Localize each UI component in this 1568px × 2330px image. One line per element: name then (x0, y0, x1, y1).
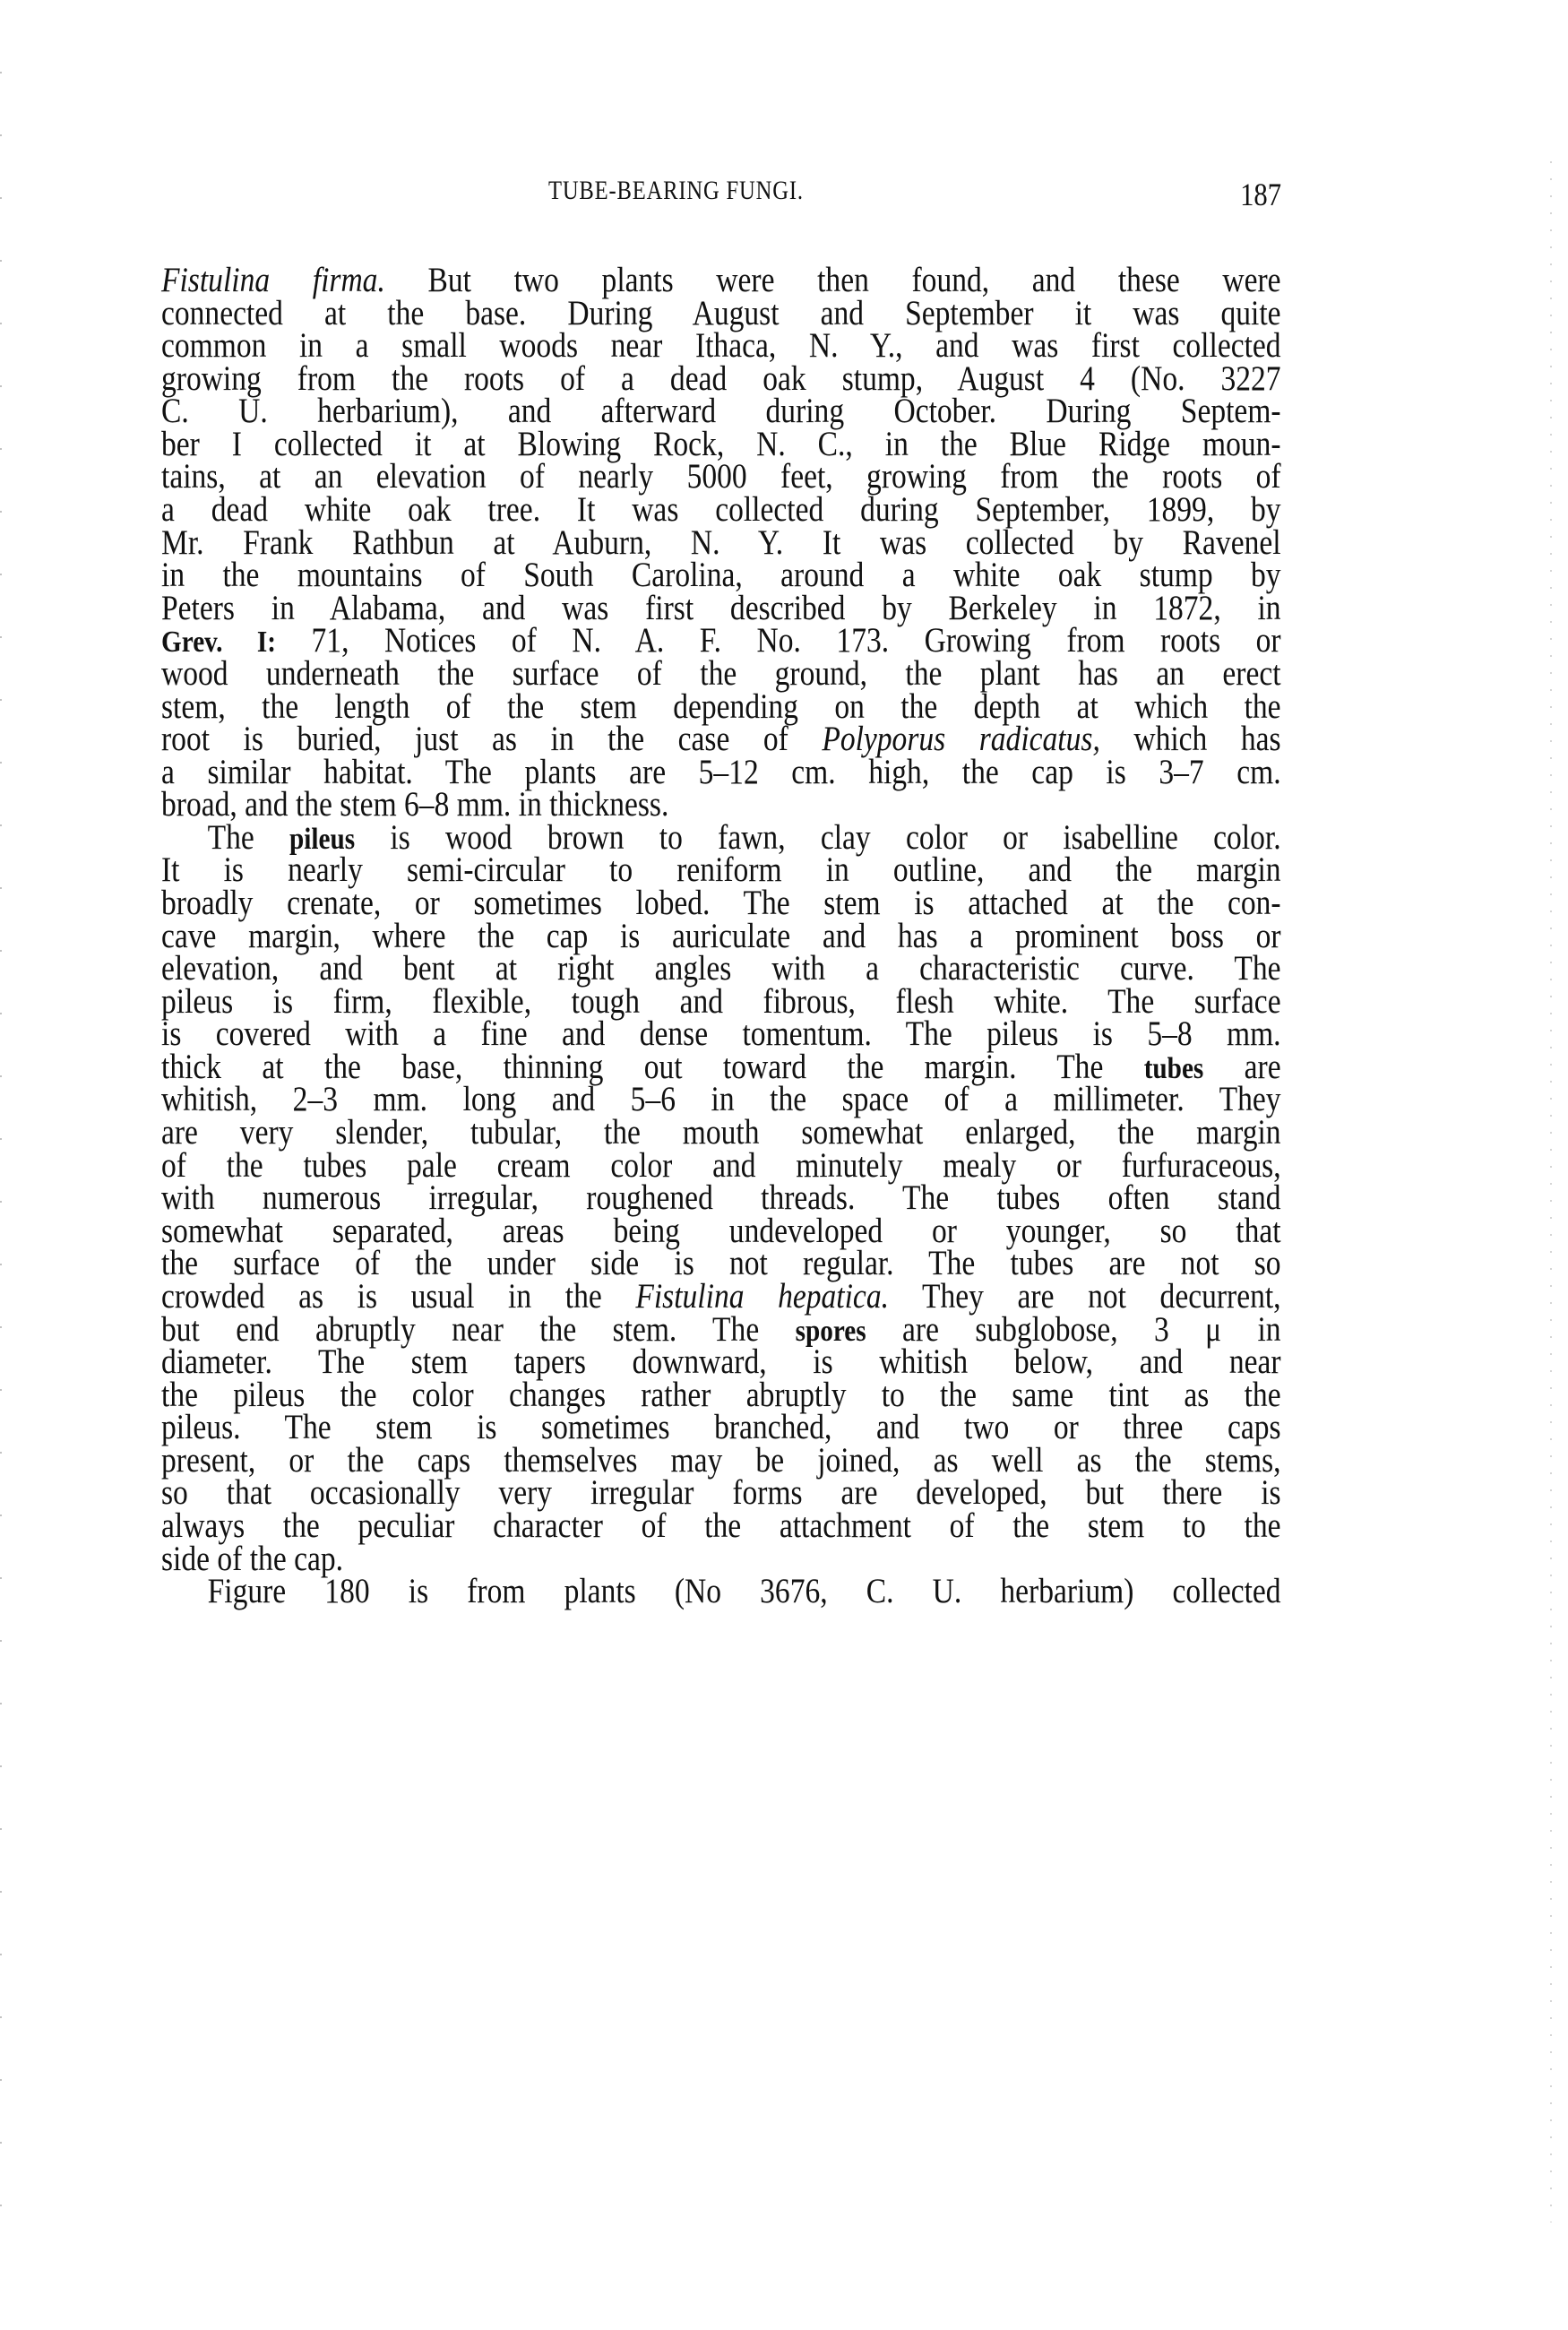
text-line (161, 1473, 1281, 1513)
text-segment: are subglobose, 3 μ in (866, 1309, 1281, 1349)
text-segment: cave margin, where the cap is auriculate and has a prominent boss or (161, 916, 1281, 955)
text-line (161, 358, 1281, 398)
text-line (161, 653, 1281, 693)
text-line (161, 1014, 1281, 1054)
text-segment: the surface of the under side is not regular. The tubes are not so (161, 1244, 1281, 1283)
text-line (161, 1047, 1281, 1086)
bold-term: spores (795, 1314, 866, 1348)
text-line (161, 1506, 1281, 1545)
text-segment: tains, at an elevation of nearly 5000 feet, growing from the roots of (161, 457, 1281, 496)
bold-term: pileus (289, 822, 356, 856)
text-line (161, 1211, 1281, 1250)
text-segment: It is nearly semi-circular to reniform in outline, and the margin (161, 850, 1281, 890)
italic-term: Fistulina hepatica. (635, 1276, 889, 1316)
text-line (161, 457, 1281, 496)
text-line (161, 621, 1281, 660)
text-segment: so that occasionally very irregular forms are developed, but there is (161, 1473, 1281, 1513)
text-segment: But two plants were then found, and these were (384, 261, 1281, 299)
text-segment: broadly crenate, or sometimes lobed. The stem is attached at the con- (161, 883, 1281, 922)
text-line (161, 522, 1281, 562)
text-line (161, 1276, 1281, 1316)
text-segment: pileus. The stem is sometimes branched, and two or three caps (161, 1408, 1281, 1447)
text-segment: root is buried, just as in the case of (161, 720, 823, 759)
text-segment: side of the cap. (161, 1539, 344, 1578)
scan-edge-right (1550, 161, 1552, 2222)
text-segment: growing from the roots of a dead oak stump, August 4 (No. 3227 (161, 358, 1281, 398)
text-segment: Figure 180 is from plants (No 3676, C. U. herbarium) collected (207, 1572, 1281, 1611)
text-line (161, 720, 1281, 759)
text-segment: Mr. Frank Rathbun at Auburn, N. Y. It was collected by Ravenel (161, 522, 1281, 562)
text-segment: somewhat separated, areas being undeveloped or younger, so that (161, 1211, 1281, 1250)
text-line (161, 1113, 1281, 1152)
text-line (161, 1539, 1281, 1578)
text-line (161, 752, 1281, 791)
text-segment: of the tubes pale cream color and minutely mealy or furfuraceous, (161, 1145, 1281, 1185)
text-segment: 71, Notices of N. A. F. No. 173. Growing from roots or (276, 621, 1281, 660)
page-number: 187 (1240, 177, 1281, 212)
text-line (161, 817, 1281, 857)
text-line (161, 326, 1281, 366)
text-line (161, 785, 1281, 824)
text-segment: C. U. herbarium), and afterward during October. During Septem- (161, 392, 1281, 431)
text-line (161, 1440, 1281, 1480)
text-segment: thick at the base, thinning out toward the margin. The (161, 1047, 1144, 1086)
text-segment: the pileus the color changes rather abruptly to the same tint as the (161, 1375, 1281, 1414)
text-segment: broad, and the stem 6–8 mm. in thickness. (161, 785, 669, 824)
text-segment: in the mountains of South Carolina, around a white oak stump by (161, 556, 1281, 595)
text-line (161, 424, 1281, 463)
text-line (161, 261, 1281, 299)
running-head (161, 176, 1281, 220)
text-segment: is wood brown to fawn, clay color or isabelline color. (355, 817, 1281, 857)
text-line (161, 1244, 1281, 1283)
body-text (161, 261, 1281, 1611)
text-line (161, 1408, 1281, 1447)
text-segment: pileus is firm, flexible, tough and fibrous, flesh white. The surface (161, 981, 1281, 1021)
italic-term: Polyporus radicatus, (822, 720, 1100, 759)
text-line (161, 1375, 1281, 1414)
text-line (161, 1342, 1281, 1382)
text-segment: common in a small woods near Ithaca, N. Y., and was first collected (161, 326, 1281, 366)
text-line (161, 981, 1281, 1021)
text-segment: wood underneath the surface of the ground, the plant has an erect (161, 653, 1281, 693)
text-segment: with numerous irregular, roughened threads. The tubes often stand (161, 1178, 1281, 1218)
text-segment: ber I collected it at Blowing Rock, N. C., in the Blue Ridge moun- (161, 424, 1281, 463)
scan-edge-left (0, 72, 2, 2222)
text-segment: They are not decurrent, (888, 1276, 1281, 1316)
italic-term: Fistulina firma. (161, 261, 385, 299)
text-line (161, 883, 1281, 922)
text-line (161, 949, 1281, 988)
text-segment: stem, the length of the stem depending on the depth at which the (161, 686, 1281, 726)
text-line (161, 1309, 1281, 1349)
text-line (161, 588, 1281, 627)
text-segment: diameter. The stem tapers downward, is whitish below, and near (161, 1342, 1281, 1382)
bold-term: Grev. I: (161, 626, 277, 660)
text-segment: crowded as is usual in the (161, 1276, 636, 1316)
text-segment: which has (1099, 720, 1281, 759)
text-segment: present, or the caps themselves may be joined, as well as the stems, (161, 1440, 1281, 1480)
text-segment: are very slender, tubular, the mouth somewhat enlarged, the margin (161, 1113, 1281, 1152)
text-line (161, 686, 1281, 726)
text-segment: Peters in Alabama, and was first described by Berkeley in 1872, in (161, 588, 1281, 627)
bold-term: tubes (1143, 1051, 1204, 1085)
text-line (161, 556, 1281, 595)
text-segment: whitish, 2–3 mm. long and 5–6 in the space of a millimeter. They (161, 1080, 1281, 1119)
text-line (161, 1145, 1281, 1185)
text-line (161, 1178, 1281, 1218)
text-line (161, 293, 1281, 332)
text-line (161, 1572, 1281, 1611)
text-segment: The (207, 817, 290, 857)
text-segment: but end abruptly near the stem. The (161, 1309, 796, 1349)
text-segment: a dead white oak tree. It was collected during September, 1899, by (161, 490, 1281, 530)
text-line (161, 1080, 1281, 1119)
text-segment: are (1203, 1047, 1281, 1086)
text-line (161, 392, 1281, 431)
text-segment: elevation, and bent at right angles with a characteristic curve. The (161, 949, 1281, 988)
text-segment: a similar habitat. The plants are 5–12 cm. high, the cap is 3–7 cm. (161, 752, 1281, 791)
running-title: TUBE-BEARING FUNGI. (548, 176, 804, 205)
text-line (161, 490, 1281, 530)
text-line (161, 850, 1281, 890)
text-segment: always the peculiar character of the attachment of the stem to the (161, 1506, 1281, 1545)
text-segment: is covered with a fine and dense tomentum. The pileus is 5–8 mm. (161, 1014, 1281, 1054)
text-segment: connected at the base. During August and September it was quite (161, 293, 1281, 332)
text-line (161, 916, 1281, 955)
